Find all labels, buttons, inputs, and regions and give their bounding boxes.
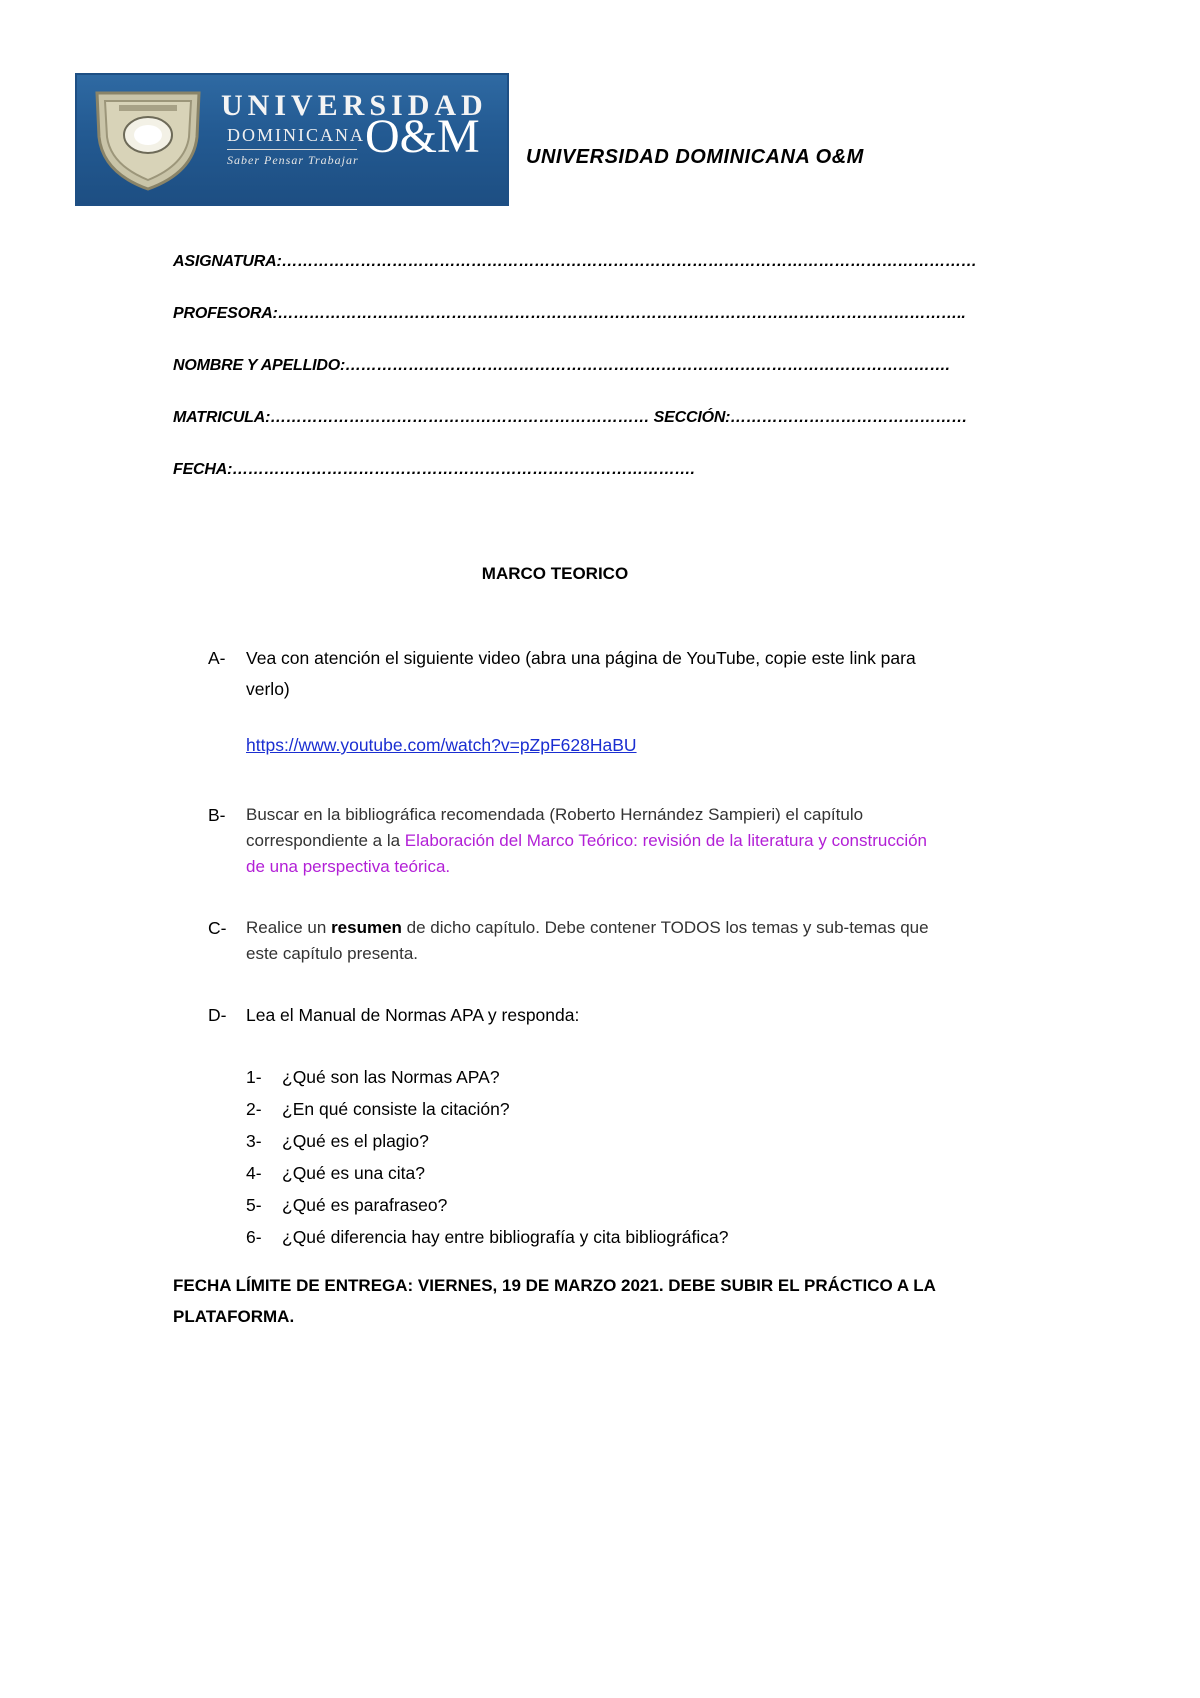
logo-text-universidad: UNIVERSIDAD (221, 89, 488, 122)
header-title: UNIVERSIDAD DOMINICANA O&M (526, 146, 864, 168)
item-c-text-line2: este capítulo presenta. (246, 944, 419, 963)
item-b-text-line2: correspondiente a la (246, 831, 405, 850)
item-c-text-bold: resumen (331, 918, 402, 937)
field-matricula-seccion: MATRICULA:……………………………………………………………… SECCIÓN:……………………………………… (173, 409, 968, 426)
field-nombre-apellido: NOMBRE Y APELLIDO:……………………………………………………………………………………………………. (173, 357, 950, 374)
question-text: ¿Qué diferencia hay entre bibliografía y cita bibliográfica? (282, 1227, 729, 1247)
question-text: ¿Qué son las Normas APA? (282, 1067, 500, 1087)
item-marker: C- (208, 918, 227, 938)
question-text: ¿Qué es parafraseo? (282, 1195, 448, 1215)
logo-motto: Saber Pensar Trabajar (227, 153, 359, 167)
logo-text-dominicana: DOMINICANA (227, 125, 365, 145)
item-b-text-line1: Buscar en la bibliográfica recomendada (Roberto Hernández Sampieri) el capítulo (246, 805, 864, 824)
item-c-text-post: de dicho capítulo. Debe contener TODOS los temas y sub-temas que (401, 918, 929, 937)
item-a-text-line2: verlo) (246, 679, 290, 699)
question-text: ¿En qué consiste la citación? (282, 1099, 510, 1119)
item-b-highlight-2: de una perspectiva teórica. (246, 857, 451, 876)
question-number: 5- (246, 1195, 262, 1215)
item-a-text-line1: Vea con atención el siguiente video (abra una página de YouTube, copie este link para (246, 648, 916, 668)
university-logo (75, 73, 509, 206)
field-profesora: PROFESORA:………………………………………………………………………………………………………………….. (173, 305, 966, 322)
item-b-highlight-1: Elaboración del Marco Teórico: revisión de la literatura y construcción (404, 831, 927, 850)
youtube-link[interactable]: https://www.youtube.com/watch?v=pZpF628HaBU (246, 735, 637, 755)
section-title: MARCO TEORICO (481, 564, 629, 583)
question-number: 4- (246, 1163, 262, 1183)
field-asignatura: ASIGNATURA:…………………………………………………………………………………………………………………… (173, 253, 977, 270)
item-d-text: Lea el Manual de Normas APA y responda: (246, 1005, 580, 1025)
deadline-line2: PLATAFORMA. (173, 1307, 295, 1326)
item-marker: A- (208, 648, 226, 668)
logo-divider (227, 149, 357, 150)
question-number: 2- (246, 1099, 262, 1119)
question-number: 1- (246, 1067, 262, 1087)
logo-text-om: O&M (365, 110, 480, 163)
question-text: ¿Qué es una cita? (282, 1163, 425, 1183)
shield-crest-icon (89, 83, 207, 195)
deadline-line1: FECHA LÍMITE DE ENTREGA: VIERNES, 19 DE MARZO 2021. DEBE SUBIR EL PRÁCTICO A LA (173, 1276, 936, 1295)
field-fecha: FECHA:……………………………………………………………………………. (173, 461, 695, 478)
question-text: ¿Qué es el plagio? (282, 1131, 429, 1151)
deadline-notice (173, 1270, 1033, 1332)
item-marker: D- (208, 1005, 227, 1025)
item-marker: B- (208, 805, 226, 825)
item-c-text-pre: Realice un (246, 918, 332, 937)
question-number: 6- (246, 1227, 262, 1247)
question-number: 3- (246, 1131, 262, 1151)
